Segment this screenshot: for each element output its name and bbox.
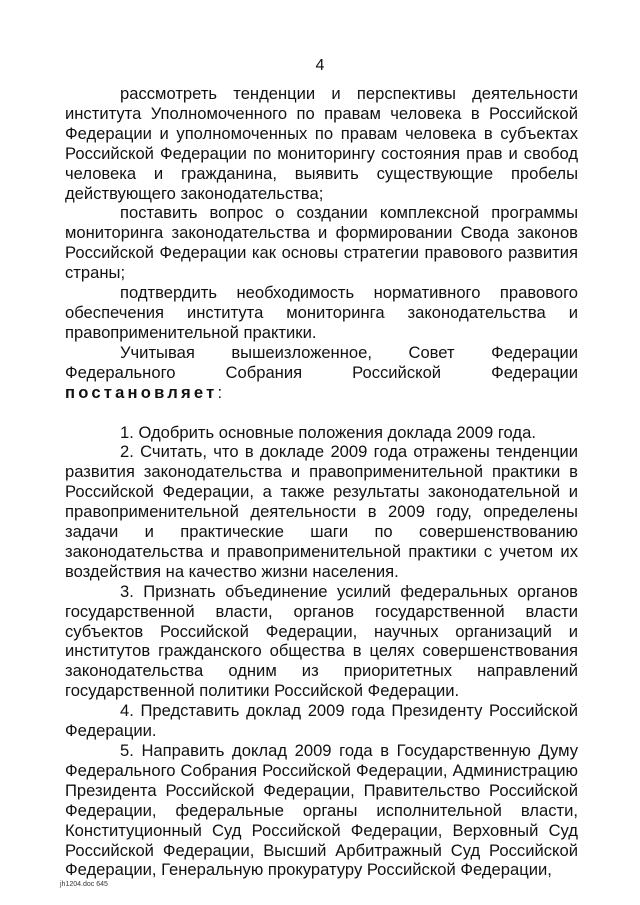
resolution-item: 2. Считать, что в докладе 2009 года отражены тенденции развития законодательства и правоприменительной практики в Российской Федерации, а также результаты законодательной и правоприменительной деятельности в 2009 году, определены задачи и практические шаги по совершенствованию законодательства и правоприменительной практики с учетом их воздействия на качество жизни населения.: [65, 442, 578, 581]
paragraph: поставить вопрос о создании комплексной программы мониторинга законодательства и формировании Свода законов Российской Федерации как основы стратегии правового развития страны;: [65, 203, 578, 283]
document-body: [65, 84, 578, 880]
resolution-item: 3. Признать объединение усилий федеральных органов государственной власти, органов государственной власти субъектов Российской Федерации, научных организаций и институтов гражданского общества в целях совершенствования законодательства одним из приоритетных направлений государственной политики Российской Федерации.: [65, 581, 578, 701]
resolution-intro-text: Учитывая вышеизложенное, Совет Федерации Федерального Собрания Российской Федерации: [65, 342, 578, 382]
resolution-item: 5. Направить доклад 2009 года в Государственную Думу Федерального Собрания Российской Федерации, Администрацию Президента Российской Федерации, Правительство Российской Федерации, федеральные органы исполнительной власти, Конституционный Суд Российской Федерации, Верховный Суд Российской Федерации, Высший Арбитражный Суд Российской Федерации, Генеральную прокуратуру Российской Федерации,: [65, 741, 578, 880]
file-footer: jh1204.doc 645: [60, 881, 108, 888]
resolution-item: 4. Представить доклад 2009 года Президенту Российской Федерации.: [65, 701, 578, 741]
resolution-keyword: постановляет: [65, 382, 218, 402]
page-number: 4: [315, 57, 325, 74]
paragraph: подтвердить необходимость нормативного правового обеспечения института мониторинга законодательства и правоприменительной практики.: [65, 283, 578, 342]
resolution-colon: :: [217, 382, 223, 402]
resolution-item: 1. Одобрить основные положения доклада 2009 года.: [120, 422, 536, 442]
paragraph: рассмотреть тенденции и перспективы деятельности института Уполномоченного по правам человека в Российской Федерации и уполномоченных по правам человека в субъектах Российской Федерации по мониторингу состояния прав и свобод человека и гражданина, выявить существующие пробелы действующего законодательства;: [65, 84, 578, 203]
resolution-intro: [65, 343, 578, 403]
